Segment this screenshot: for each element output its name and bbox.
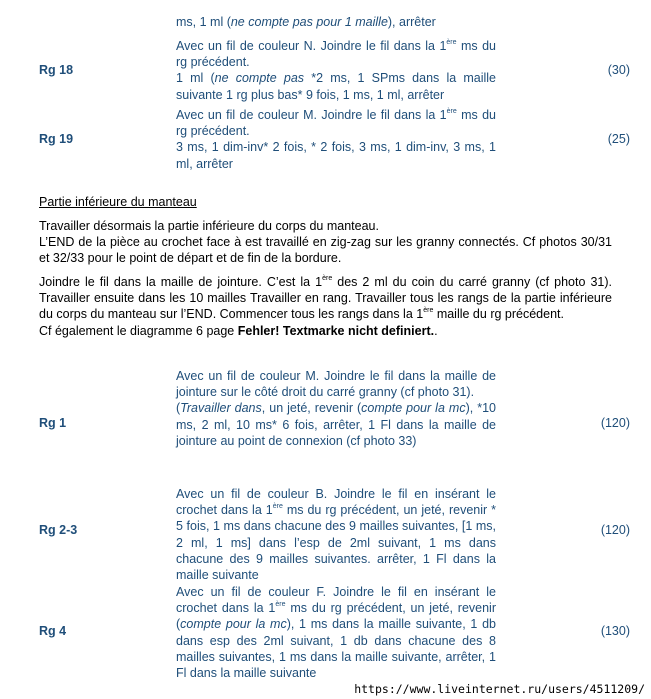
row-label-rg1: Rg 1 bbox=[39, 416, 67, 430]
paragraph-instructions: Joindre le fil dans la maille de jointure. C’est la 1ère des 2 ml du coin du carré granny (cf photo 31). Travailler ensuite dans les 10 mailles Travailler en rang. Travailler tous les rangs de la partie inférieure du corps du manteau sur l’END. Commencer tous les rangs dans la 1ère maille du rg précédent. Cf également le diagramme 6 page Fehler! Textmarke nicht definiert.. bbox=[39, 275, 613, 338]
row-count-rg2-3: (120) bbox=[600, 523, 630, 537]
row-desc-rg18: Avec un fil de couleur N. Joindre le fil dans la 1ère ms du rg précédent. 1 ml (ne compte pas *2 ms, 1 SPms dans la maille suivante 1 rg plus bas* 9 fois, 1 ms, 1 ml, arrêter bbox=[176, 39, 497, 102]
rg17-end-text: ms, 1 ml (ne compte pas pour 1 maille), arrêter bbox=[176, 15, 436, 29]
paragraph-intro: Travailler désormais la partie inférieure du corps du manteau. L’END de la pièce au crochet face à est travaillé en zig-zag sur les granny connectés. Cf photos 30/31 et 32/33 pour le point de départ et de fin de la bordure. bbox=[39, 219, 612, 266]
row-desc-rg19: Avec un fil de couleur M. Joindre le fil dans la 1ère ms du rg précédent. 3 ms, 1 dim-inv* 2 fois, * 2 fois, 3 ms, 1 dim-inv, 3 ms, 1 ml, arrêter bbox=[176, 108, 496, 171]
row-count-rg18: (30) bbox=[607, 63, 630, 77]
row-label-rg4: Rg 4 bbox=[39, 624, 67, 638]
row-count-rg19: (25) bbox=[607, 132, 630, 146]
source-url: https://www.liveinternet.ru/users/4511209/ bbox=[354, 682, 645, 696]
section-title: Partie inférieure du manteau bbox=[39, 195, 197, 209]
row-label-rg2-3: Rg 2-3 bbox=[39, 523, 78, 537]
row-count-rg1: (120) bbox=[600, 416, 630, 430]
row-label-rg19: Rg 19 bbox=[39, 132, 74, 146]
row-desc-rg2-3: Avec un fil de couleur B. Joindre le fil en insérant le crochet dans la 1ère ms du rg précédent, un jeté, revenir * 5 fois, 1 ms dans chacune des 9 mailles suivantes, [1 ms, 2 ml, 1 ms] dans l’esp de 2ml suivant, 1 ms dans chacune des 9 mailles suivantes. arrêter, 1 Fl dans la maille suivante bbox=[176, 487, 497, 583]
row-label-rg18: Rg 18 bbox=[39, 63, 74, 77]
row-desc-rg1: Avec un fil de couleur M. Joindre le fil dans la maille de jointure sur le côté droit du carré granny (cf photo 31). (Travailler dans, un jeté, revenir (compte pour la mc), *10 ms, 2 ml, 10 ms* 6 fois, arrêter, 1 Fl dans la maille de jointure au point de connexion (cf photo 33) bbox=[176, 369, 496, 448]
row-count-rg4: (130) bbox=[600, 624, 630, 638]
row-desc-rg4: Avec un fil de couleur F. Joindre le fil en insérant le crochet dans la 1ère ms du rg précédent, un jeté, revenir (compte pour la mc), 1 ms dans la maille suivante, 1 db dans esp des 2ml suivant, 1 db dans chacune des 8 mailles suivantes, 1 ms dans la maille suivante, arrêter, 1 Fl dans la maille suivante bbox=[176, 585, 496, 681]
